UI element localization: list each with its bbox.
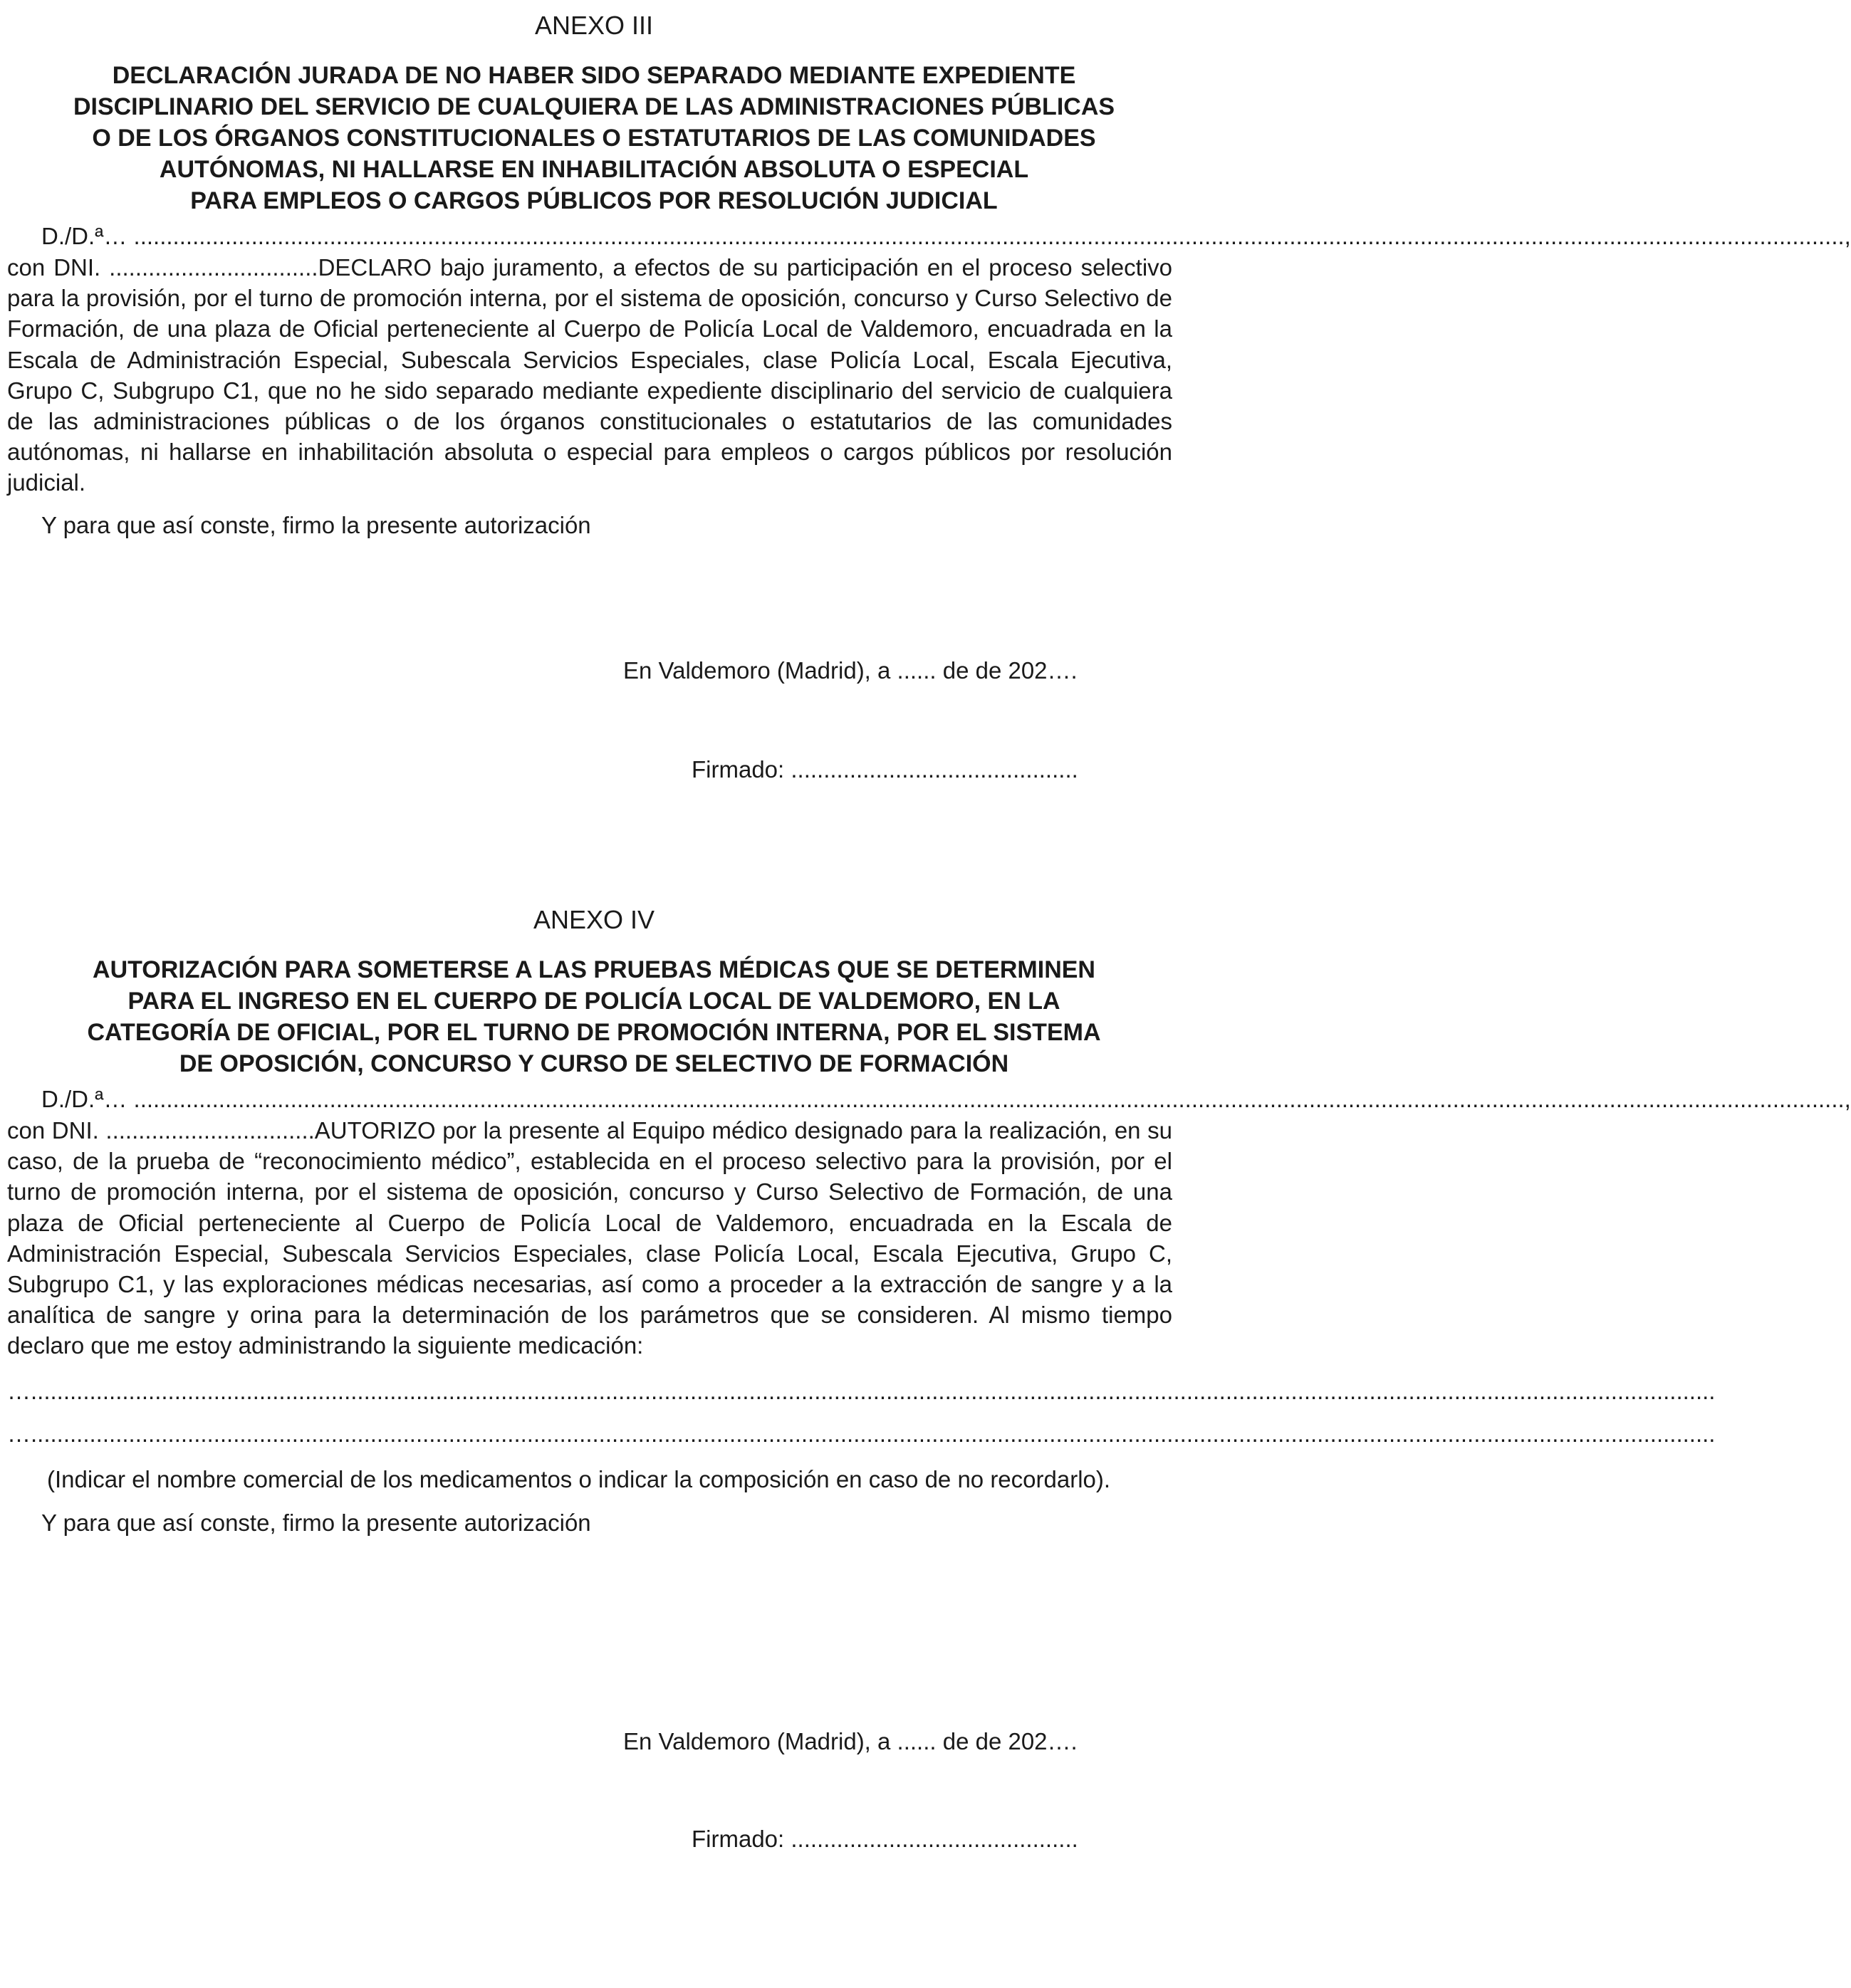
anexo-iii-body: con DNI. ................................DECLARO bajo juramento, a efectos de su participación en el proceso selectivo para la provisión, por el turno de promoción interna, por el sistema de oposición, concurso y Curso Selectivo de Formación, de una plaza de Oficial perteneciente al Cuerpo de Policía Local de Valdemoro, encuadrada en la Escala de Administración Especial, Subescala Servicios Especiales, clase Policía Local, Escala Ejecutiva, Grupo C, Subgrupo C1, que no he sido separado mediante expediente disciplinario del servicio de cualquiera de las administraciones públicas o de los órganos constitucionales o estatutarios de las comunidades autónomas, ni hallarse en inhabilitación absoluta o especial para empleos o cargos públicos por resolución judicial. [7,254,1172,496]
anexo-iv-label: ANEXO IV [533,905,655,934]
anexo-iv-signature: Firmado: ............................................ [692,1826,1078,1852]
anexo-iv-medication-line-2: ….................................................................................................................................................................................................................................................................. [7,1420,1716,1447]
anexo-iv-closing: Y para que así conste, firmo la presente autorización [41,1509,591,1536]
anexo-iv-medication-line-1: ….................................................................................................................................................................................................................................................................. [7,1377,1716,1404]
anexo-iii-label: ANEXO III [534,11,654,40]
anexo-iii-place-date: En Valdemoro (Madrid), a ...... de de 202…. [623,657,1078,684]
anexo-iv-note: (Indicar el nombre comercial de los medicamentos o indicar la composición en caso de no recordarlo). [47,1465,1111,1492]
anexo-iii-closing: Y para que así conste, firmo la presente autorización [41,511,591,538]
anexo-iii-section [7,10,1851,541]
anexo-iv-place-date: En Valdemoro (Madrid), a ...... de de 202…. [623,1728,1078,1754]
anexo-iv-title: AUTORIZACIÓN PARA SOMETERSE A LAS PRUEBAS MÉDICAS QUE SE DETERMINEN PARA EL INGRESO EN EL CUERPO DE POLICÍA LOCAL DE VALDEMORO, EN LA CATEGORÍA DE OFICIAL, POR EL TURNO DE PROMOCIÓN INTERNA, POR EL SISTEMA DE OPOSICIÓN, CONCURSO Y CURSO DE SELECTIVO DE FORMACIÓN [87,956,1101,1077]
anexo-iv-section [7,904,1851,1539]
anexo-iii-signature: Firmado: ............................................ [692,756,1078,783]
anexo-iv-body: con DNI. ................................AUTORIZO por la presente al Equipo médico designado para la realización, en su caso, de la prueba de “reconocimiento médico”, establecida en el proceso selectivo para la provisión, por el turno de promoción interna, por el sistema de oposición, concurso y Curso Selectivo de Formación, de una plaza de Oficial perteneciente al Cuerpo de Policía Local de Valdemoro, encuadrada en la Escala de Administración Especial, Subescala Servicios Especiales, clase Policía Local, Escala Ejecutiva, Grupo C, Subgrupo C1, y las exploraciones médicas necesarias, así como a proceder a la extracción de sangre y a la analítica de sangre y orina para la determinación de los parámetros que se consideren. Al mismo tiempo declaro que me estoy administrando la siguiente medicación: [7,1117,1172,1359]
anexo-iv-name-line: D./D.ª… ......................................................................................................................................................................................................................................................................, [41,1086,1851,1112]
anexo-iii-title: DECLARACIÓN JURADA DE NO HABER SIDO SEPARADO MEDIANTE EXPEDIENTE DISCIPLINARIO DEL SERVICIO DE CUALQUIERA DE LAS ADMINISTRACIONES PÚBLICAS O DE LOS ÓRGANOS CONSTITUCIONALES O ESTATUTARIOS DE LAS COMUNIDADES AUTÓNOMAS, NI HALLARSE EN INHABILITACIÓN ABSOLUTA O ESPECIAL PARA EMPLEOS O CARGOS PÚBLICOS POR RESOLUCIÓN JUDICIAL [73,62,1115,214]
anexo-iii-name-line: D./D.ª… ......................................................................................................................................................................................................................................................................, [41,223,1851,249]
